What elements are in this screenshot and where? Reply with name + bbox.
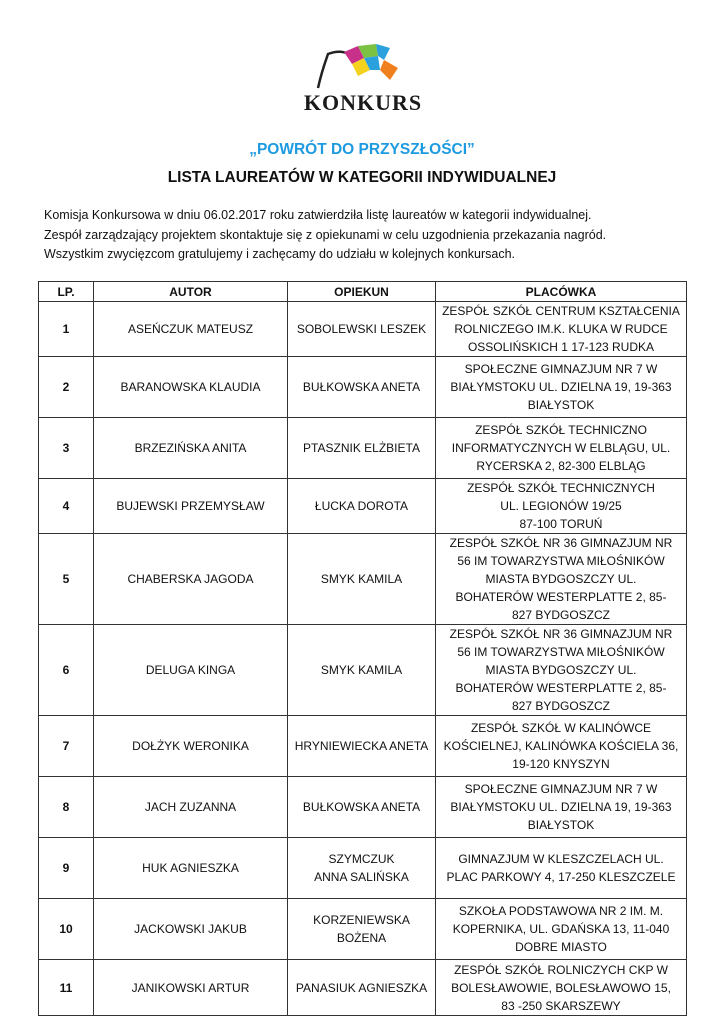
header-autor: AUTOR (94, 282, 288, 302)
cell-lp: 3 (39, 418, 94, 479)
puzzle-logo-icon (314, 40, 414, 92)
cell-placowka: ZESPÓŁ SZKÓŁ NR 36 GIMNAZJUM NR 56 IM TOWARZYSTWA MIŁOŚNIKÓW MIASTA BYDGOSZCZY UL. BOHATERÓW WESTERPLATTE 2, 85- 827 BYDGOSZCZ (436, 625, 687, 716)
table-body (39, 302, 687, 1016)
table-row (39, 899, 687, 960)
cell-opiekun: BUŁKOWSKA ANETA (288, 357, 436, 418)
cell-autor: JACKOWSKI JAKUB (94, 899, 288, 960)
cell-autor: JACH ZUZANNA (94, 777, 288, 838)
table-row (39, 716, 687, 777)
cell-opiekun: SMYK KAMILA (288, 625, 436, 716)
cell-placowka: SZKOŁA PODSTAWOWA NR 2 IM. M. KOPERNIKA, UL. GDAŃSKA 13, 11-040 DOBRE MIASTO (436, 899, 687, 960)
cell-autor: CHABERSKA JAGODA (94, 534, 288, 625)
intro-line-3: Wszystkim zwycięzcom gratulujemy i zachęcamy do udziału w kolejnych konkursach. (44, 247, 515, 261)
intro-line-2: Zespół zarządzający projektem skontaktuje się z opiekunami w celu uzgodnienia przekazania nagród. (44, 227, 607, 242)
table-header-row (39, 282, 687, 302)
cell-lp: 8 (39, 777, 94, 838)
cell-autor: BARANOWSKA KLAUDIA (94, 357, 288, 418)
cell-lp: 10 (39, 899, 94, 960)
cell-opiekun: SZYMCZUK ANNA SALIŃSKA (288, 838, 436, 899)
cell-autor: JANIKOWSKI ARTUR (94, 960, 288, 1016)
cell-autor: ASEŃCZUK MATEUSZ (94, 302, 288, 357)
cell-placowka: ZESPÓŁ SZKÓŁ W KALINÓWCE KOŚCIELNEJ, KALINÓWKA KOŚCIELA 36, 19-120 KNYSZYN (436, 716, 687, 777)
cell-opiekun: SMYK KAMILA (288, 534, 436, 625)
header-lp: LP. (39, 282, 94, 302)
cell-opiekun: HRYNIEWIECKA ANETA (288, 716, 436, 777)
cell-lp: 7 (39, 716, 94, 777)
table-row (39, 534, 687, 625)
cell-placowka: GIMNAZJUM W KLESZCZELACH UL. PLAC PARKOWY 4, 17-250 KLESZCZELE (436, 838, 687, 899)
table-row (39, 302, 687, 357)
header-opiekun: OPIEKUN (288, 282, 436, 302)
cell-lp: 1 (39, 302, 94, 357)
table-row (39, 777, 687, 838)
cell-lp: 4 (39, 479, 94, 534)
intro-line-1: Komisja Konkursowa w dniu 06.02.2017 roku zatwierdziła listę laureatów w kategorii indywidualnej. (44, 208, 592, 222)
cell-lp: 11 (39, 960, 94, 1016)
cell-autor: DELUGA KINGA (94, 625, 288, 716)
cell-placowka: ZESPÓŁ SZKÓŁ NR 36 GIMNAZJUM NR 56 IM TOWARZYSTWA MIŁOŚNIKÓW MIASTA BYDGOSZCZY UL. BOHATERÓW WESTERPLATTE 2, 85- 827 BYDGOSZCZ (436, 534, 687, 625)
cell-placowka: SPOŁECZNE GIMNAZJUM NR 7 W BIAŁYMSTOKU UL. DZIELNA 19, 19-363 BIAŁYSTOK (436, 777, 687, 838)
cell-placowka: ZESPÓŁ SZKÓŁ TECHNICZNYCH UL. LEGIONÓW 19/25 87-100 TORUŃ (436, 479, 687, 534)
cell-autor: BUJEWSKI PRZEMYSŁAW (94, 479, 288, 534)
cell-opiekun: SOBOLEWSKI LESZEK (288, 302, 436, 357)
cell-lp: 6 (39, 625, 94, 716)
page-title: LISTA LAUREATÓW W KATEGORII INDYWIDUALNEJ (167, 169, 557, 186)
table-row (39, 960, 687, 1016)
cell-opiekun: PANASIUK AGNIESZKA (288, 960, 436, 1016)
cell-lp: 9 (39, 838, 94, 899)
cell-autor: BRZEZIŃSKA ANITA (94, 418, 288, 479)
header-placowka: PLACÓWKA (436, 282, 687, 302)
cell-opiekun: ŁUCKA DOROTA (288, 479, 436, 534)
contest-subtitle: „POWRÓT DO PRZYSZŁOŚCI” (249, 141, 475, 158)
cell-placowka: ZESPÓŁ SZKÓŁ TECHNICZNO INFORMATYCZNYCH W ELBLĄGU, UL. RYCERSKA 2, 82-300 ELBLĄG (436, 418, 687, 479)
table-row (39, 357, 687, 418)
cell-lp: 2 (39, 357, 94, 418)
cell-opiekun: BUŁKOWSKA ANETA (288, 777, 436, 838)
cell-placowka: ZESPÓŁ SZKÓŁ CENTRUM KSZTAŁCENIA ROLNICZEGO IM.K. KLUKA W RUDCE OSSOLIŃSKICH 1 17-123 RUDKA (436, 302, 687, 357)
cell-opiekun: KORZENIEWSKA BOŻENA (288, 899, 436, 960)
logo-text: KONKURS (303, 90, 423, 115)
cell-placowka: SPOŁECZNE GIMNAZJUM NR 7 W BIAŁYMSTOKU UL. DZIELNA 19, 19-363 BIAŁYSTOK (436, 357, 687, 418)
konkurs-logo (288, 40, 438, 126)
cell-lp: 5 (39, 534, 94, 625)
table-row (39, 625, 687, 716)
table-row (39, 838, 687, 899)
table-row (39, 418, 687, 479)
cell-autor: DOŁŻYK WERONIKA (94, 716, 288, 777)
laureates-table (38, 281, 687, 1016)
cell-placowka: ZESPÓŁ SZKÓŁ ROLNICZYCH CKP W BOLESŁAWOWIE, BOLESŁAWOWO 15, 83 -250 SKARSZEWY (436, 960, 687, 1016)
intro-text (44, 206, 680, 265)
cell-opiekun: PTASZNIK ELŻBIETA (288, 418, 436, 479)
table-row (39, 479, 687, 534)
cell-autor: HUK AGNIESZKA (94, 838, 288, 899)
